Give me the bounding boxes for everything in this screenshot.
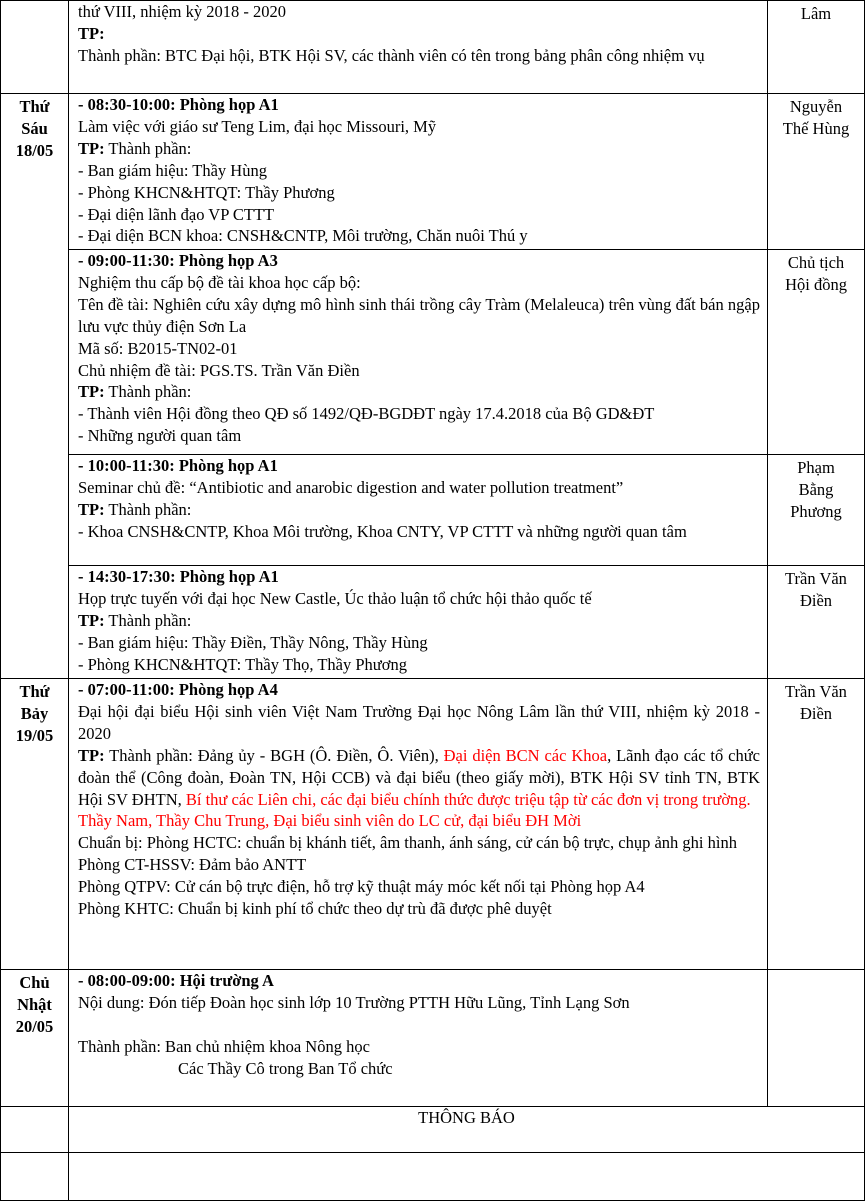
members-line: Thành phần: Ban chủ nhiệm khoa Nông học: [78, 1036, 370, 1056]
members-highlight: Đại diện BCN các Khoa: [443, 745, 608, 765]
event-line: Tên đề tài: Nghiên cứu xây dựng mô hình sinh thái trồng cây Tràm (Melaleuca) trên vùng đất bán ngập lưu vực thủy điện Sơn La: [78, 294, 760, 336]
host-name: Trần Văn: [785, 569, 847, 588]
members-line: - Khoa CNSH&CNTP, Khoa Môi trường, Khoa CNTY, VP CTTT và những người quan tâm: [78, 521, 687, 541]
event-time: - 09:00-11:30: Phòng họp A3: [78, 251, 278, 270]
members-header: [78, 499, 760, 521]
event-line: Mã số: B2015-TN02-01: [78, 338, 238, 358]
event-time: - 07:00-11:00: Phòng họp A4: [78, 680, 278, 699]
event-line: Chủ nhiệm đề tài: PGS.TS. Trần Văn Điền: [78, 360, 360, 380]
host-cell: [768, 94, 865, 250]
members-header: [78, 610, 760, 632]
tp-label: TP:: [78, 499, 105, 519]
event-cell: [69, 455, 768, 566]
event-cell: [69, 679, 768, 970]
host-cell: [768, 679, 865, 970]
event-cell: [69, 566, 768, 679]
host-cell: [768, 250, 865, 455]
day-label: Thứ: [19, 682, 50, 701]
host-cell: [768, 566, 865, 679]
empty-cell: [69, 1153, 865, 1201]
prep-line: Phòng QTPV: Cử cán bộ trực điện, hỗ trợ kỹ thuật máy móc kết nối tại Phòng họp A4: [78, 877, 645, 897]
members-line: - Phòng KHCN&HTQT: Thầy Phương: [78, 182, 335, 202]
table-row: [1, 1, 865, 94]
tp-label: TP:: [78, 382, 105, 402]
day-cell: [1, 1153, 69, 1201]
day-cell: [1, 94, 69, 679]
members-label: Thành phần:: [104, 499, 192, 519]
day-date: 18/05: [15, 140, 54, 160]
event-cell: [69, 1, 768, 94]
event-line: Seminar chủ đề: “Antibiotic and anarobic digestion and water pollution treatment”: [78, 477, 624, 497]
members-label: Thành phần:: [104, 382, 192, 402]
event-line: Nội dung: Đón tiếp Đoàn học sinh lớp 10 Trường PTTH Hữu Lũng, Tỉnh Lạng Sơn: [78, 992, 630, 1012]
members-label: Thành phần:: [104, 610, 192, 630]
prep-line: Chuẩn bị: Phòng HCTC: chuẩn bị khánh tiết, âm thanh, ánh sáng, cử cán bộ trực, chụp ảnh ghi hình: [78, 833, 737, 853]
event-cell: [69, 94, 768, 250]
host-cell: [768, 970, 865, 1107]
event-line: Nghiệm thu cấp bộ đề tài khoa học cấp bộ:: [78, 272, 361, 292]
table-row: [1, 970, 865, 1107]
table-row: [1, 94, 865, 250]
members-line: - Ban giám hiệu: Thầy Hùng: [78, 160, 267, 180]
event-time: - 08:00-09:00: Hội trường A: [78, 971, 274, 990]
day-cell: [1, 679, 69, 970]
prep-line: Phòng KHTC: Chuẩn bị kinh phí tổ chức theo dự trù đã được phê duyệt: [78, 899, 552, 919]
event-cell: [69, 970, 768, 1107]
event-cell: [69, 250, 768, 455]
prep-line: Phòng CT-HSSV: Đảm bảo ANTT: [78, 855, 307, 875]
event-line: Họp trực tuyến với đại học New Castle, Úc thảo luận tổ chức hội thảo quốc tế: [78, 588, 592, 608]
event-line: Làm việc với giáo sư Teng Lim, đại học Missouri, Mỹ: [78, 116, 437, 136]
members-paragraph: [78, 745, 760, 811]
tp-label: TP:: [78, 23, 105, 43]
members-highlight-line: Thầy Nam, Thầy Chu Trung, Đại biểu sinh viên do LC cử, đại biểu ĐH Mời: [78, 811, 582, 831]
host-name: Phương: [790, 501, 842, 521]
day-cell: [1, 1, 69, 94]
members-line: Thành phần: BTC Đại hội, BTK Hội SV, các thành viên có tên trong bảng phân công nhiệm vụ: [78, 45, 705, 65]
event-line: Đại hội đại biểu Hội sinh viên Việt Nam Trường Đại học Nông Lâm lần thứ VIII, nhiệm kỳ 2018 - 2020: [78, 701, 760, 743]
day-date: 19/05: [15, 725, 54, 745]
members-label: Thành phần:: [104, 138, 192, 158]
host-name: Bằng: [798, 479, 834, 499]
table-row: [1, 250, 865, 455]
table-row: [1, 566, 865, 679]
host-cell: [768, 1, 865, 94]
notice-heading: THÔNG BÁO: [69, 1107, 865, 1153]
table-row: [1, 1153, 865, 1201]
day-cell: [1, 970, 69, 1107]
host-name: Trần Văn: [785, 682, 847, 701]
members-line: - Ban giám hiệu: Thầy Điền, Thầy Nông, Thầy Hùng: [78, 632, 428, 652]
event-time: - 08:30-10:00: Phòng họp A1: [78, 95, 279, 114]
members-highlight: Bí thư các Liên chi, các đại biểu chính thức được triệu tập từ các đơn vị trong trường.: [185, 789, 751, 809]
members-line: - Những người quan tâm: [78, 426, 242, 446]
tp-label: TP:: [78, 138, 105, 158]
day-label: Thứ: [19, 97, 50, 116]
members-text: Thành phần: Đảng ủy - BGH (Ô. Điền, Ô. Viên),: [104, 745, 444, 765]
host-name: Chủ tịch: [787, 253, 845, 272]
event-line: thứ VIII, nhiệm kỳ 2018 - 2020: [78, 2, 286, 21]
table-row: [1, 679, 865, 970]
members-line: Các Thầy Cô trong Ban Tổ chức: [178, 1058, 393, 1078]
members-header: [78, 381, 760, 403]
event-time: - 10:00-11:30: Phòng họp A1: [78, 456, 278, 475]
host-name: Điền: [799, 590, 833, 610]
host-name: Lâm: [800, 4, 832, 23]
day-label: Nhật: [17, 994, 52, 1014]
tp-label: TP:: [78, 745, 105, 765]
members-line: - Thành viên Hội đồng theo QĐ số 1492/QĐ-BGDĐT ngày 17.4.2018 của Bộ GD&ĐT: [78, 404, 655, 424]
host-name: Thế Hùng: [782, 118, 850, 138]
spacer: [78, 1014, 760, 1036]
host-name: Hội đồng: [785, 274, 847, 294]
host-cell: [768, 455, 865, 566]
day-label: Sáu: [21, 118, 48, 138]
table-row: [1, 1107, 865, 1153]
day-label: Bảy: [20, 703, 49, 723]
day-cell: [1, 1107, 69, 1153]
host-name: Điền: [799, 703, 833, 723]
tp-label: TP:: [78, 610, 105, 630]
members-line: - Đại diện lãnh đạo VP CTTT: [78, 204, 275, 224]
host-name: Nguyễn: [789, 97, 843, 116]
host-name: Phạm: [797, 458, 835, 477]
members-line: - Đại diện BCN khoa: CNSH&CNTP, Môi trường, Chăn nuôi Thú y: [78, 226, 528, 246]
members-text: , Lãnh đạo các tổ chức đoàn thể (Công đoàn, Đoàn TN, Hội CCB) và đại biểu (theo giấy mời), BTK Hội SV tỉnh TN, BTK Hội SV ĐHTN,: [78, 745, 760, 809]
day-date: 20/05: [15, 1016, 54, 1036]
members-line: - Phòng KHCN&HTQT: Thầy Thọ, Thầy Phương: [78, 654, 407, 674]
event-time: - 14:30-17:30: Phòng họp A1: [78, 567, 279, 586]
table-row: [1, 455, 865, 566]
day-label: Chủ: [19, 973, 50, 992]
members-header: [78, 138, 760, 160]
